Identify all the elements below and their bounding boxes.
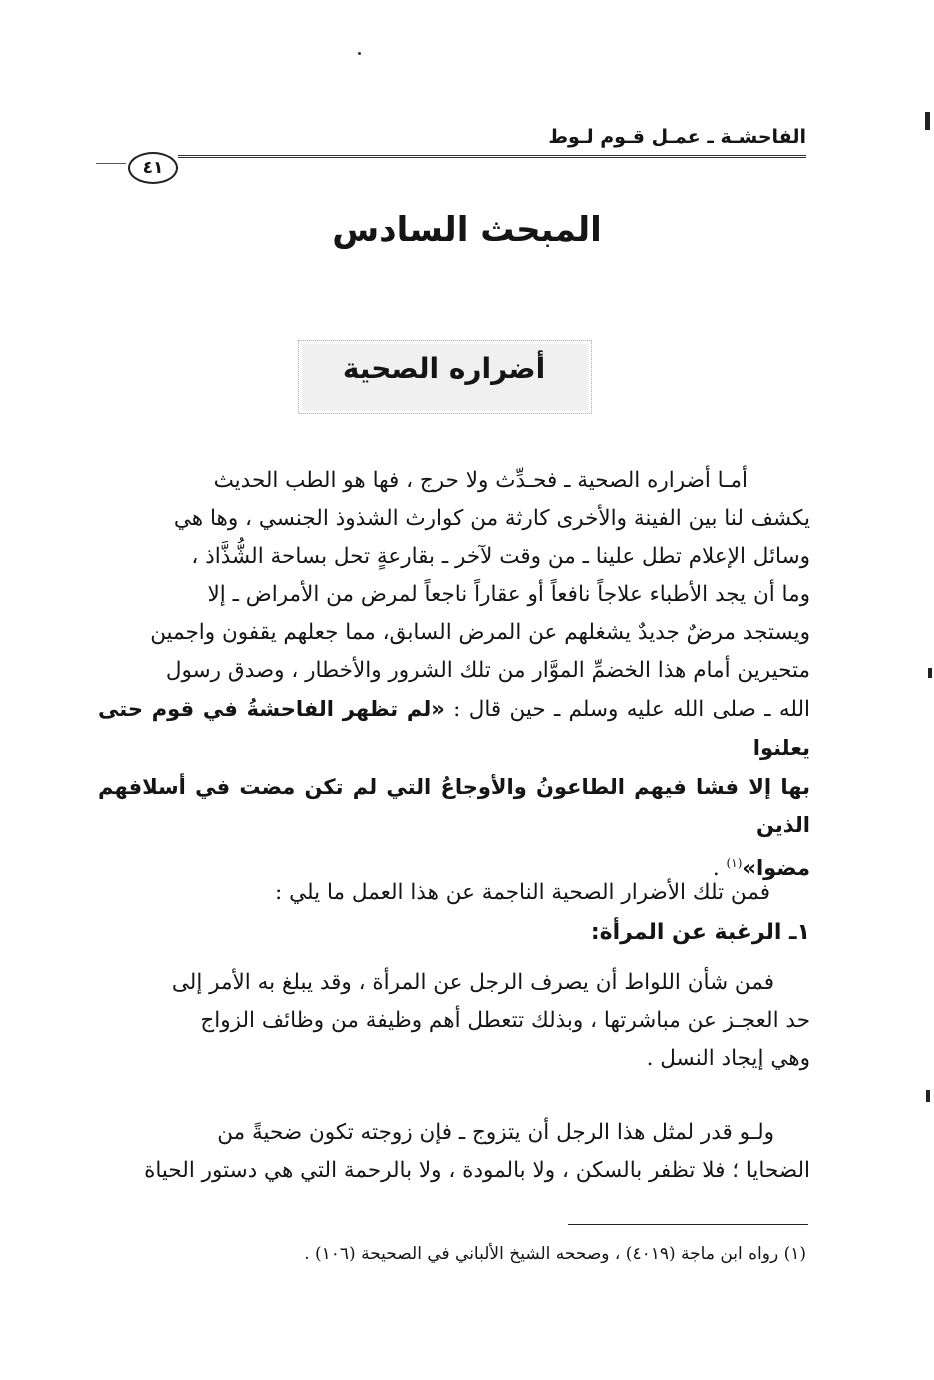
footnote-reference[interactable]: (١) — [726, 856, 743, 870]
hadith-quote-end: مضوا» — [742, 856, 810, 881]
text-line: وما أن يجد الأطباء علاجاً نافعاً أو عقاراً ناجعاً لمرض من الأمراض ـ إلا — [207, 582, 810, 607]
footnote: (١) رواه ابن ماجة (٤٠١٩) ، وصححه الشيخ الألباني في الصحيحة (١٠٦) . — [304, 1244, 806, 1264]
chapter-title: المبحث السادس — [332, 210, 602, 250]
scan-edge-mark — [928, 668, 932, 678]
text-line: فمن شأن اللواط أن يصرف الرجل عن المرأة ، وقد يبلغ به الأمر إلى — [171, 970, 774, 995]
page-number: ٤١ — [128, 152, 178, 184]
text-line: يكشف لنا بين الفينة والأخرى كارثة من كوارث الشذوذ الجنسي ، وها هي — [173, 506, 810, 531]
list-intro: فمن تلك الأضرار الصحية الناجمة عن هذا العمل ما يلي : — [275, 880, 770, 905]
header-rule — [178, 155, 806, 158]
text-line: وهي إيجاد النسل . — [646, 1046, 810, 1071]
hadith-lead: الله ـ صلى الله عليه وسلم ـ حين قال : — [453, 697, 810, 722]
section-title: أضراره الصحية — [342, 352, 546, 385]
hadith-quote-start: «لم تظهر الفاحشةُ في قوم حتى يعلنوا — [98, 697, 810, 760]
paragraph-3 — [98, 1114, 810, 1190]
subheading-1: ١ـ الرغبة عن المرأة: — [590, 920, 810, 945]
text-line: متحيرين أمام هذا الخضمِّ الموَّار من تلك الشرور والأخطار ، وصدق رسول — [165, 658, 810, 683]
text-line — [98, 690, 810, 768]
running-header-title: الفاحشـة ـ عمـل قـوم لـوط — [548, 126, 806, 148]
header-rule-left — [96, 163, 126, 164]
text-line: أمـا أضراره الصحية ـ فحـدِّث ولا حرج ، فها هو الطب الحديث — [213, 468, 748, 493]
text-line: الضحايا ؛ فلا تظفر بالسكن ، ولا بالمودة ، ولا بالرحمة التي هي دستور الحياة — [144, 1158, 810, 1183]
paragraph-intro — [98, 462, 810, 888]
paragraph-2 — [98, 964, 810, 1078]
text-line: ولـو قدر لمثل هذا الرجل أن يتزوج ـ فإن زوجته تكون ضحيةً من — [217, 1120, 774, 1145]
text-line: ويستجد مرضٌ جديدٌ يشغلهم عن المرض السابق، مما جعلهم يقفون واجمين — [150, 620, 810, 645]
footnote-rule — [568, 1224, 808, 1225]
hadith-quote-line: بها إلا فشا فيهم الطاعونُ والأوجاعُ التي لم تكن مضت في أسلافهم الذين — [98, 775, 810, 837]
scan-edge-mark — [926, 1090, 930, 1102]
end-mark: . — [712, 856, 720, 882]
text-line: حد العجـز عن مباشرتها ، وبذلك تتعطل أهم وظيفة من وظائف الزواج — [200, 1008, 810, 1033]
scan-edge-mark — [925, 112, 930, 130]
scan-speck — [358, 52, 361, 55]
text-line: وسائل الإعلام تطل علينا ـ من وقت لآخر ـ بقارعةٍ تحل بساحة الشُّذَّاذ ، — [191, 544, 810, 569]
